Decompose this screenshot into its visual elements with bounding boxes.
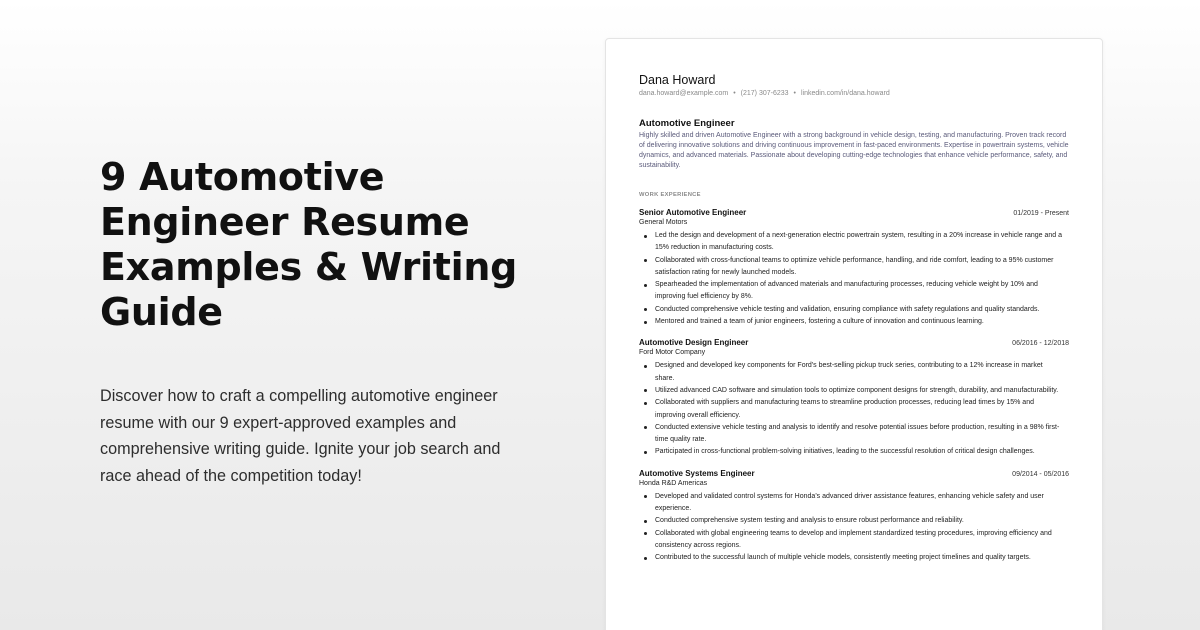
job-entry (639, 338, 1069, 458)
bullet-item: Collaborated with suppliers and manufacturing teams to streamline production processes, reducing lead times by 15% and improving overall efficiency. (639, 397, 1064, 422)
job-company: General Motors (639, 219, 688, 226)
resume-title: Automotive Engineer (639, 118, 735, 129)
bullet-item: Contributed to the successful launch of multiple vehicle models, consistently meeting project timelines and quality targets. (639, 552, 1064, 564)
bullet-item: Collaborated with global engineering teams to develop and implement standardized testing procedures, improving efficiency and consistency across regions. (639, 528, 1064, 553)
bullet-item: Led the design and development of a next-generation electric powertrain system, resulting in a 20% increase in vehicle range and a 15% reduction in manufacturing costs. (639, 230, 1064, 255)
bullet-item: Mentored and trained a team of junior engineers, fostering a culture of innovation and continuous learning. (639, 316, 1064, 328)
resume-email: dana.howard@example.com (639, 90, 729, 97)
bullet-item: Utilized advanced CAD software and simulation tools to optimize component designs for strength, durability, and manufacturability. (639, 385, 1064, 397)
resume-preview (605, 38, 1103, 630)
separator-dot: • (733, 90, 736, 97)
section-heading-work: WORK EXPERIENCE (639, 192, 701, 198)
resume-name: Dana Howard (639, 73, 716, 87)
separator-dot: • (793, 90, 796, 97)
job-company: Ford Motor Company (639, 349, 706, 357)
job-header (639, 338, 1069, 347)
job-title: Automotive Design Engineer (639, 338, 749, 348)
job-title: Senior Automotive Engineer (639, 208, 747, 217)
job-entry (639, 469, 1069, 565)
job-bullets (639, 360, 1069, 458)
job-bullets (639, 491, 1069, 565)
resume-contact (639, 90, 1069, 97)
job-bullets (639, 230, 1069, 328)
job-dates: 09/2014 - 05/2016 (1012, 470, 1069, 478)
bullet-item: Participated in cross-functional problem-solving initiatives, leading to the successful resolution of critical design challenges. (639, 446, 1064, 458)
job-title: Automotive Systems Engineer (639, 468, 755, 478)
bullet-item: Developed and validated control systems for Honda's advanced driver assistance features, enhancing vehicle safety and user experience. (639, 491, 1064, 516)
hero-title: 9 Automotive Engineer Resume Examples & Writing Guide (100, 155, 517, 334)
bullet-item: Conducted extensive vehicle testing and analysis to identify and resolve potential issues before production, resulting in a 98% first-time quality rate. (639, 422, 1064, 447)
hero-description: Discover how to craft a compelling automotive engineer resume with our 9 expert-approved examples and comprehensive writing guide. Ignite your job search and race ahead of the competition today! (100, 387, 501, 485)
bullet-item: Designed and developed key components for Ford's best-selling pickup truck series, contributing to a 12% increase in market share. (639, 360, 1064, 385)
work-experience-list (639, 208, 1069, 565)
resume-linkedin: linkedin.com/in/dana.howard (801, 90, 890, 97)
bullet-item: Conducted comprehensive system testing and analysis to ensure robust performance and reliability. (639, 515, 1064, 527)
resume-summary: Highly skilled and driven Automotive Engineer with a strong background in vehicle design, testing, and manufacturing. Proven track record of delivering innovative solutions and driving continuous improvement in fast-paced environments. Expertise in powertrain systems, vehicle dynamics, and advanced materials. Passionate about developing cutting-edge technologies that enhance vehicle performance, safety, and sustainability. (639, 132, 1069, 169)
job-header (639, 469, 1069, 478)
bullet-item: Conducted comprehensive vehicle testing and validation, ensuring compliance with safety regulations and quality standards. (639, 304, 1064, 316)
bullet-item: Spearheaded the implementation of advanced materials and manufacturing processes, reducing vehicle weight by 10% and improving fuel efficiency by 8%. (639, 279, 1064, 304)
resume-phone: (217) 307-6233 (740, 90, 789, 97)
job-company: Honda R&D Americas (639, 479, 708, 487)
job-dates: 06/2016 - 12/2018 (1012, 340, 1069, 348)
job-dates: 01/2019 - Present (1013, 210, 1069, 217)
job-header (639, 208, 1069, 217)
bullet-item: Collaborated with cross-functional teams to optimize vehicle performance, handling, and ride comfort, leading to a 95% customer satisfaction rating for newly launched models. (639, 255, 1064, 280)
hero-section (100, 155, 530, 489)
job-entry (639, 208, 1069, 328)
